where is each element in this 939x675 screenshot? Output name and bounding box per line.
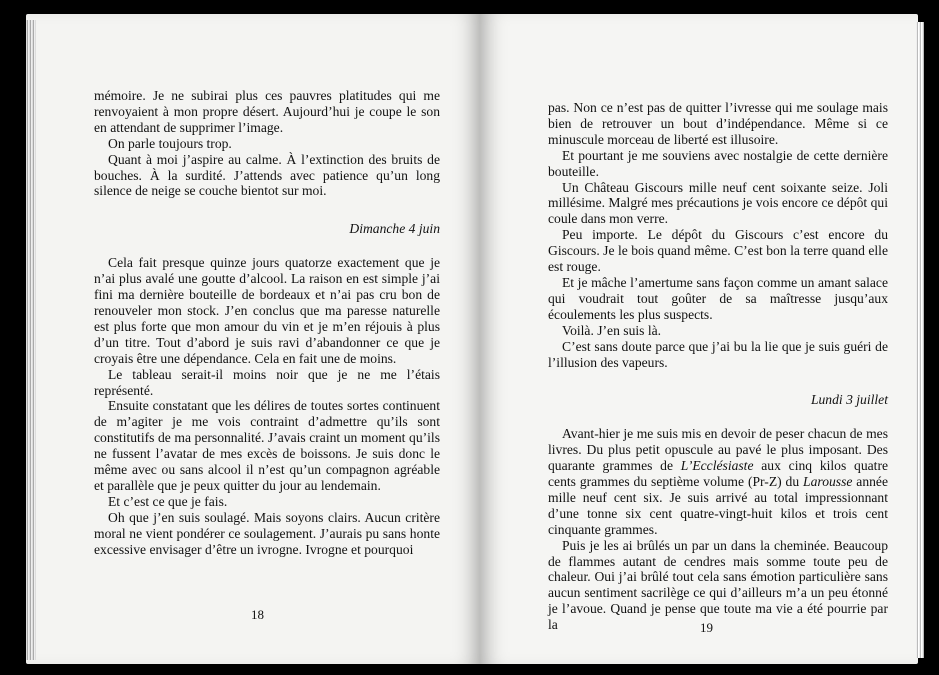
entry-date: Lundi 3 juillet xyxy=(810,392,888,408)
text-run: Avant-hier je me suis mis en devoir de peser chacun de mes livres. Du plus petit opuscule au pavé le plus imposant. Des quarante grammes de xyxy=(548,426,888,474)
book-title: Larousse xyxy=(803,474,853,490)
paragraph: Le tableau serait-il moins noir que je ne me l’étais représenté. xyxy=(94,366,440,398)
right-page xyxy=(480,14,918,664)
book-title: L’Ecclésiaste xyxy=(680,458,754,474)
page-edges xyxy=(26,20,36,660)
paragraph: Quant à moi j’aspire au calme. À l’extinction des bruits de bouches. À la surdité. J’attends avec patience qu’un long silence de neige se couche bientot sur moi. xyxy=(94,151,440,199)
paragraph: Peu importe. Le dépôt du Giscours c’est encore du Giscours. Je le bois quand même. C’est bon la terre quand elle est rouge. xyxy=(548,227,888,275)
text-run: année mille neuf cent six. Je suis arrivé au total impressionnant d’une tonne six cent quatre-vingt-huit kilos et trois cent cinquante grammes. xyxy=(548,474,889,537)
entry-date: Dimanche 4 juin xyxy=(349,221,440,237)
paragraph xyxy=(548,426,888,537)
paragraph: Et pourtant je me souviens avec nostalgie de cette dernière bouteille. xyxy=(548,147,888,179)
paragraph: pas. Non ce n’est pas de quitter l’ivresse qui me soulage mais bien de retrouver un bout d’indépendance. Même si ce minuscule morceau de liberté est illusoire. xyxy=(548,100,888,147)
paragraph: Et je mâche l’amertume sans façon comme un amant salace qui voudrait tout goûter de sa maîtresse jusqu’aux écoulements les plus suspects. xyxy=(548,274,888,322)
left-page-text xyxy=(94,88,440,557)
page-edges xyxy=(916,22,924,658)
page-number: 19 xyxy=(700,620,713,635)
right-page-text xyxy=(548,100,888,633)
paragraph: Cela fait presque quinze jours quatorze exactement que je n’ai plus avalé une goutte d’alcool. La raison en est simple j’ai fini ma dernière bouteille de bordeaux et n’ai pas cru bon de renouveler mon stock. J’en conclus que ma paresse naturelle est plus forte que mon amour du vin et je m’en réjouis à plus d’un titre. Tout d’abord je suis ravi d’abandonner ce que je croyais être une dépendance. Cela en fait une de moins. xyxy=(94,255,440,366)
paragraph: C’est sans doute parce que j’ai bu la lie que je suis guéri de l’illusion des vapeurs. xyxy=(548,338,888,370)
left-page xyxy=(26,14,480,664)
paragraph: Voilà. J’en suis là. xyxy=(562,322,662,338)
paragraph: mémoire. Je ne subirai plus ces pauvres platitudes qui me renvoyaient à mon propre désert. Aujourd’hui je coupe le son en attendant de supprimer l’image. xyxy=(94,88,440,135)
paragraph: Oh que j’en suis soulagé. Mais soyons clairs. Aucun critère moral ne vient pondérer ce soulagement. J’aurais pu sans honte excessive envisager d’être un ivrogne. Ivrogne et pourquoi xyxy=(94,509,440,557)
book-spread xyxy=(18,14,923,664)
paragraph: Ensuite constatant que les délires de toutes sortes continuent de m’agiter je me vois contraint d’admettre qu’ils sont constitutifs de ma personnalité. J’avais craint un moment qu’ils ne fussent l’avatar de mes excès de boissons. Je suis donc le même avec ou sans alcool il n’est qu’un compagnon agréable et parallèle que je peux quitter du jour au lendemain. xyxy=(94,398,440,493)
page-number: 18 xyxy=(251,607,264,622)
paragraph: Puis je les ai brûlés un par un dans la cheminée. Beaucoup de flammes autant de cendres mais somme toute peu de chaleur. Oui j’ai brûlé tout cela sans émotion particulière sans aucun sentiment sacrilège ce qui d’ailleurs m’a un peu étonné je l’avoue. Quand je pense que toute ma vie a été pourrie par la xyxy=(548,537,888,633)
paragraph: Un Château Giscours mille neuf cent soixante seize. Joli millésime. Malgré mes précautions je vois encore ce dépôt qui coule dans mon verre. xyxy=(548,179,888,227)
text-run: aux cinq kilos quatre cents grammes du septième volume (Pr-Z) du xyxy=(548,458,889,490)
paragraph: On parle toujours trop. xyxy=(108,135,232,151)
paragraph: Et c’est ce que je fais. xyxy=(108,493,228,509)
